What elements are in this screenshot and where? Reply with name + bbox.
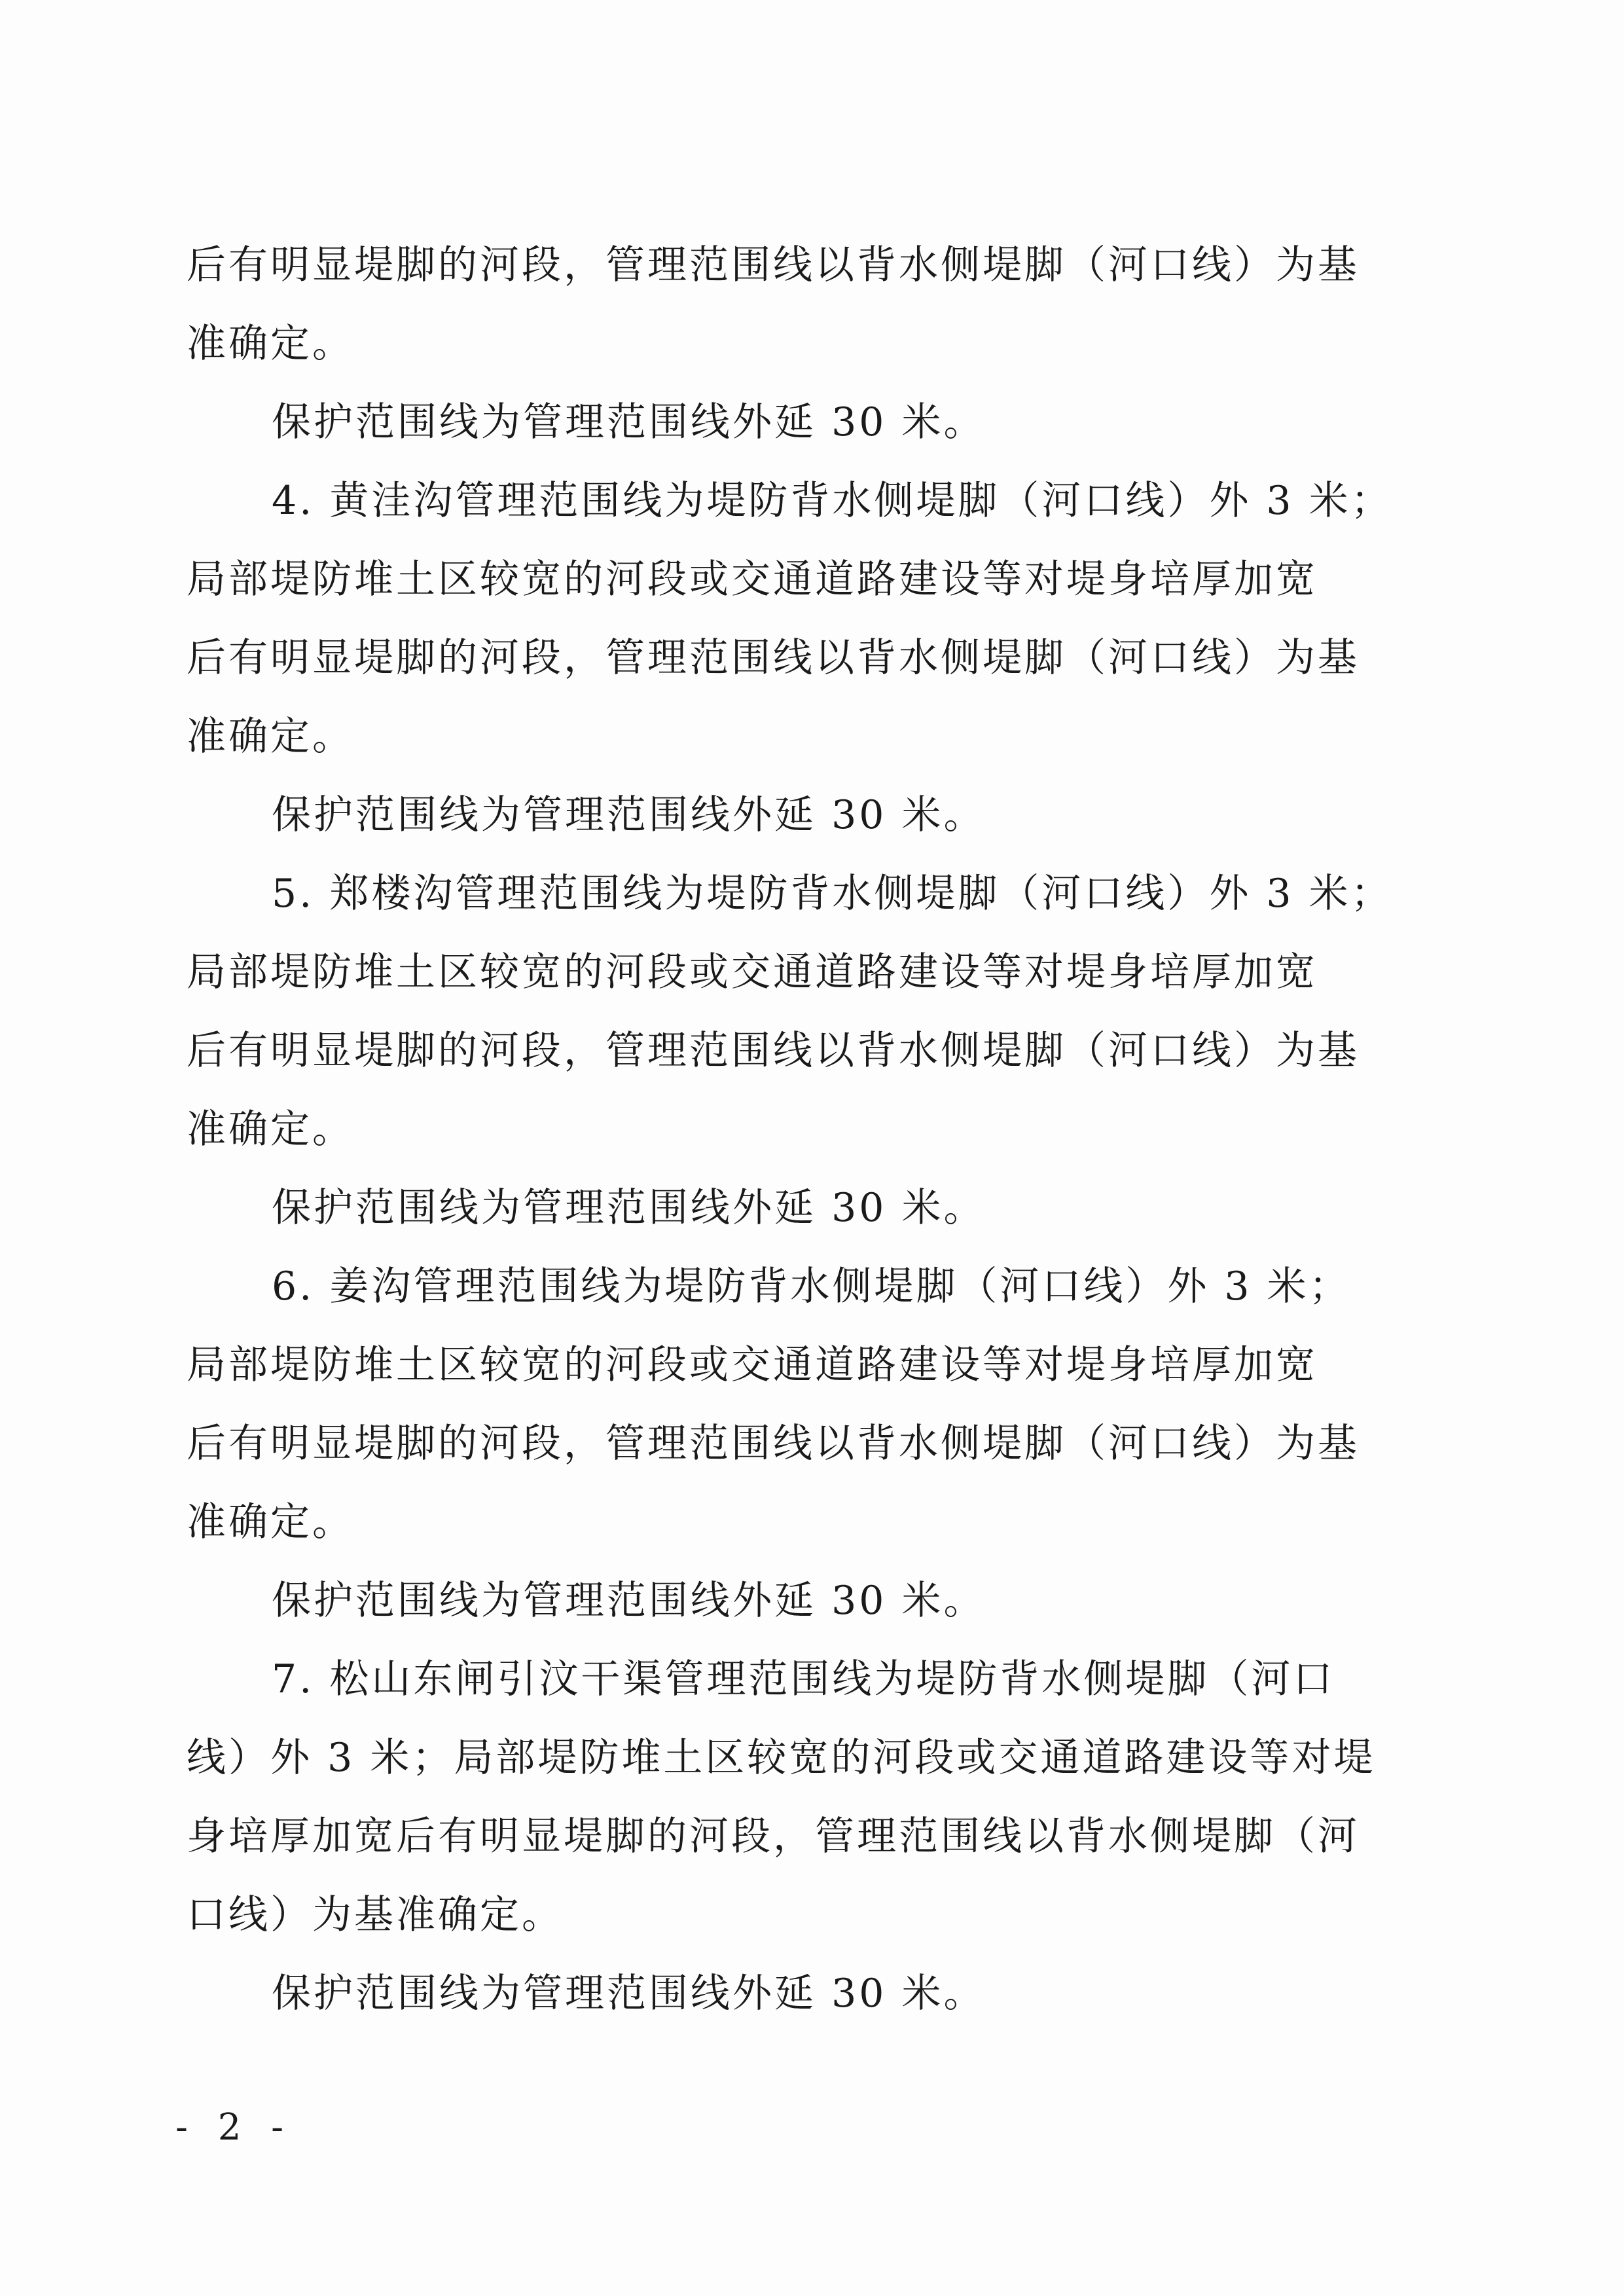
- document-body: [187, 226, 1417, 2033]
- text-line: 保护范围线为管理范围线外延 30 米。: [272, 1185, 986, 1231]
- text-line: 保护范围线为管理范围线外延 30 米。: [272, 1971, 986, 2016]
- text-line: 保护范围线为管理范围线外延 30 米。: [272, 792, 986, 838]
- text-line: 准确定。: [187, 714, 354, 759]
- text-line: 身培厚加宽后有明显堤脚的河段，管理范围线以背水侧堤脚（河: [187, 1813, 1360, 1859]
- text-line: 准确定。: [187, 1499, 354, 1545]
- text-line: 后有明显堤脚的河段，管理范围线以背水侧堤脚（河口线）为基: [187, 242, 1360, 288]
- text-line: 局部堤防堆土区较宽的河段或交通道路建设等对堤身培厚加宽: [187, 556, 1318, 602]
- text-line: 线）外 3 米；局部堤防堆土区较宽的河段或交通道路建设等对堤: [187, 1735, 1376, 1781]
- section-heading-line: 5. 郑楼沟管理范围线为堤防背水侧堤脚（河口线）外 3 米；: [272, 871, 1393, 917]
- text-line: 后有明显堤脚的河段，管理范围线以背水侧堤脚（河口线）为基: [187, 1421, 1360, 1467]
- text-line: 准确定。: [187, 321, 354, 367]
- page-number: - 2 -: [175, 2106, 293, 2149]
- text-line: 保护范围线为管理范围线外延 30 米。: [272, 1578, 986, 1624]
- text-line: 保护范围线为管理范围线外延 30 米。: [272, 399, 986, 445]
- text-line: 准确定。: [187, 1106, 354, 1152]
- text-line: 局部堤防堆土区较宽的河段或交通道路建设等对堤身培厚加宽: [187, 1342, 1318, 1388]
- text-line: 口线）为基准确定。: [187, 1892, 564, 1938]
- section-heading-line: 4. 黄洼沟管理范围线为堤防背水侧堤脚（河口线）外 3 米；: [272, 478, 1393, 524]
- section-heading-line: 7. 松山东闸引汶干渠管理范围线为堤防背水侧堤脚（河口: [272, 1656, 1335, 1702]
- text-line: 后有明显堤脚的河段，管理范围线以背水侧堤脚（河口线）为基: [187, 635, 1360, 681]
- section-heading-line: 6. 姜沟管理范围线为堤防背水侧堤脚（河口线）外 3 米；: [272, 1264, 1351, 1309]
- text-line: 局部堤防堆土区较宽的河段或交通道路建设等对堤身培厚加宽: [187, 949, 1318, 995]
- text-line: 后有明显堤脚的河段，管理范围线以背水侧堤脚（河口线）为基: [187, 1028, 1360, 1074]
